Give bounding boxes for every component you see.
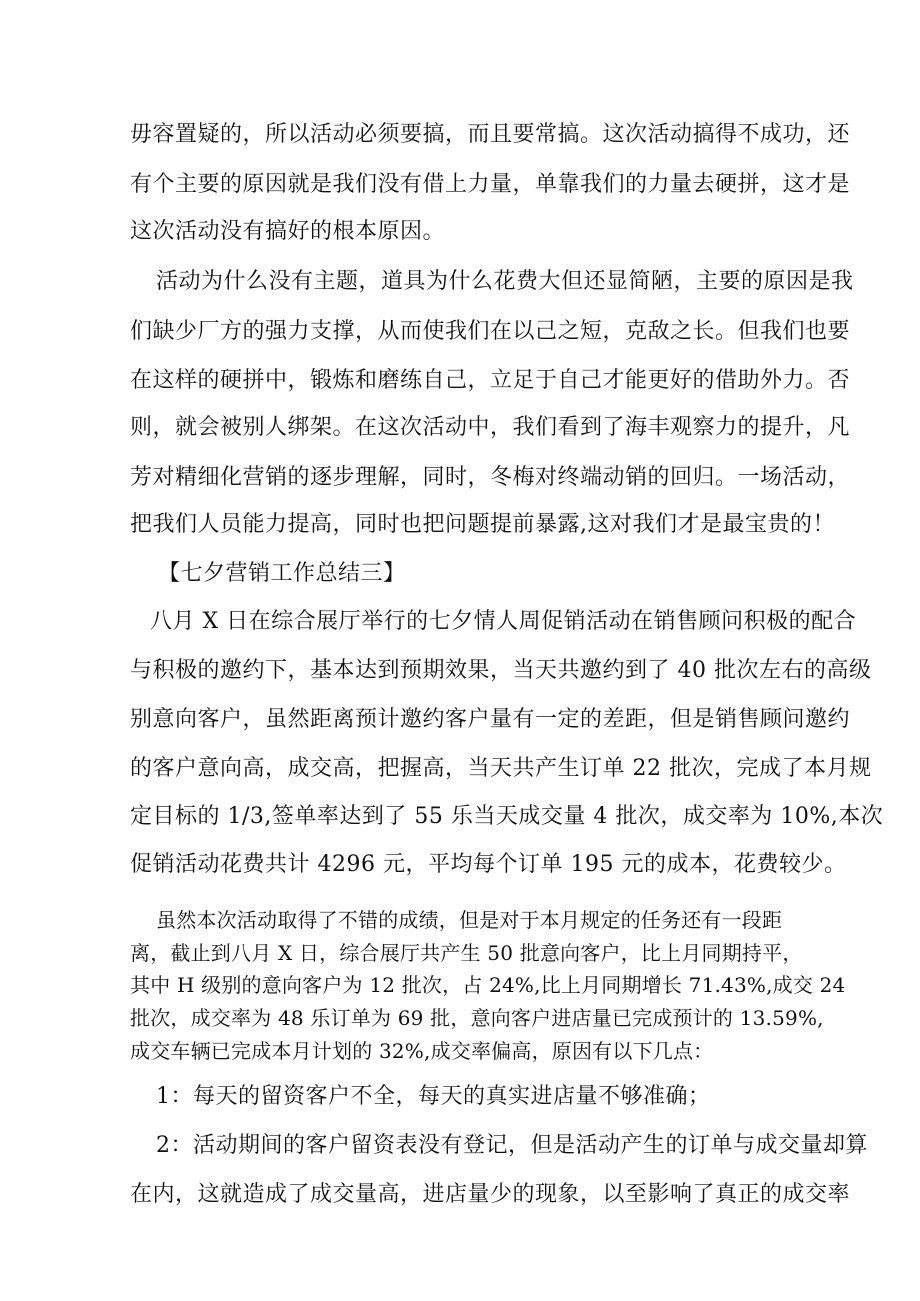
paragraph-line: 与积极的邀约下，基本达到预期效果，当天共邀约到了 40 批次左右的高级	[130, 658, 872, 683]
paragraph-line: 芳对精细化营销的逐步理解，同时，冬梅对终端动销的回归。一场活动，	[130, 465, 851, 490]
paragraph-line: 毋容置疑的，所以活动必须要搞，而且要常搞。这次活动搞得不成功，还	[130, 122, 851, 147]
paragraph-line: 其中 H 级别的意向客户为 12 批次，占 24%,比上月同期增长 71.43%,成交 24	[130, 973, 846, 997]
paragraph-line: 把我们人员能力提高，同时也把问题提前暴露,这对我们才是最宝贵的！	[130, 512, 835, 537]
paragraph-line: 在这样的硬拼中，锻炼和磨练自己，立足于自己才能更好的借助外力。否	[130, 368, 851, 393]
paragraph-line: 虽然本次活动取得了不错的成绩，但是对于本月规定的任务还有一段距	[156, 908, 783, 932]
paragraph-line: 有个主要的原因就是我们没有借上力量，单靠我们的力量去硬拼，这才是	[130, 172, 851, 197]
paragraph-line: 成交车辆已完成本月计划的 32%,成交率偏高，原因有以下几点：	[130, 1039, 714, 1063]
section-title: 【七夕营销工作总结三】	[158, 561, 406, 586]
paragraph-line: 活动为什么没有主题，道具为什么花费大但还显简陋，主要的原因是我	[156, 269, 854, 294]
paragraph-line: 则，就会被别人绑架。在这次活动中，我们看到了海丰观察力的提升，凡	[130, 415, 851, 440]
list-item: 2：活动期间的客户留资表没有登记，但是活动产生的订单与成交量却算	[156, 1133, 868, 1158]
paragraph-line: 们缺少厂方的强力支撑，从而使我们在以己之短，克敌之长。但我们也要	[130, 319, 851, 344]
paragraph-line: 定目标的 1/3,签单率达到了 55 乐当天成交量 4 批次，成交率为 10%,本次	[130, 804, 884, 829]
list-item: 1：每天的留资客户不全，每天的真实进店量不够准确；	[156, 1084, 711, 1109]
paragraph-line: 批次，成交率为 48 乐订单为 69 批，意向客户进店量已完成预计的 13.59%,	[130, 1006, 824, 1030]
paragraph-line: 的客户意向高，成交高，把握高，当天共产生订单 22 批次，完成了本月规	[130, 756, 872, 781]
paragraph-line: 别意向客户，虽然距离预计邀约客户量有一定的差距，但是销售顾问邀约	[130, 707, 851, 732]
paragraph-line: 促销活动花费共计 4296 元，平均每个订单 195 元的成本，花费较少。	[130, 852, 847, 877]
paragraph-line: 八月 X 日在综合展厅举行的七夕情人周促销活动在销售顾问积极的配合	[150, 609, 857, 634]
paragraph-line: 这次活动没有搞好的根本原因。	[130, 219, 446, 244]
paragraph-line: 离，截止到八月 X 日，综合展厅共产生 50 批意向客户，比上月同期持平，	[130, 941, 803, 965]
list-item: 在内，这就造成了成交量高，进店量少的现象，以至影响了真正的成交率	[130, 1182, 851, 1207]
